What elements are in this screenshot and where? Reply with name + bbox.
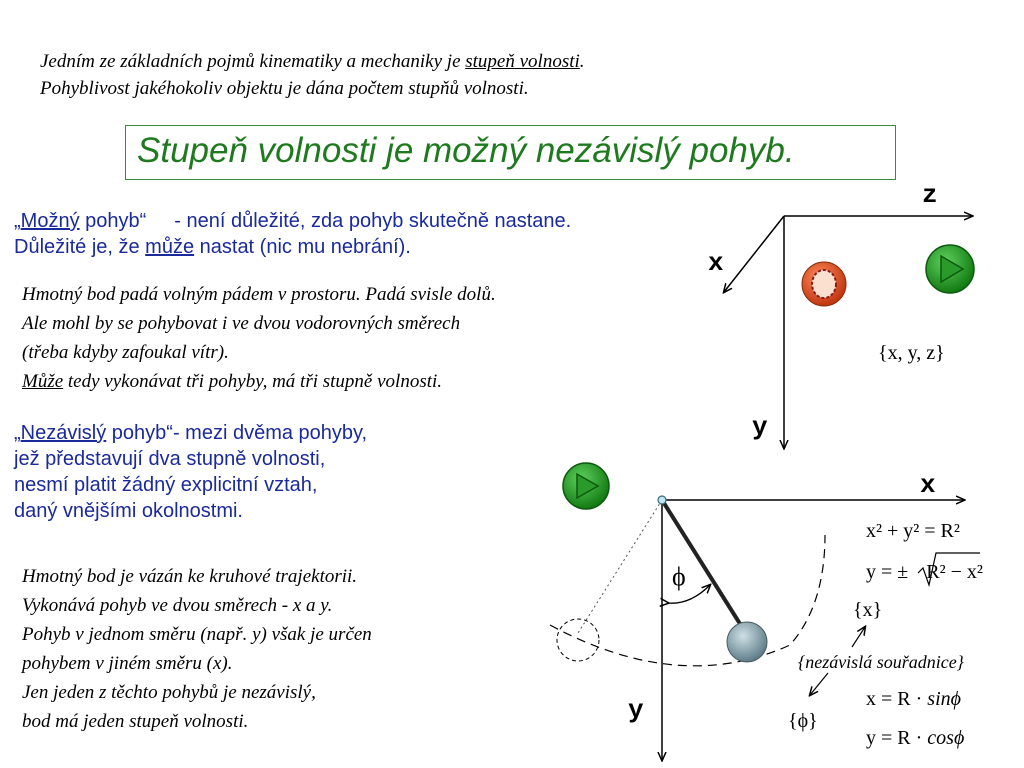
equation-circle: x² + y² = R²	[866, 520, 960, 542]
axis-x-line	[724, 216, 784, 292]
example-2-line: Hmotný bod je vázán ke kruhové trajektorii.	[22, 566, 358, 587]
example-1	[22, 280, 496, 396]
intro-line-1-start: Jedním ze základních pojmů kinematiky a mechaniky je	[40, 51, 466, 72]
equation-x-sin-lhs: x = R ·	[866, 688, 928, 710]
falling-ball-marking	[812, 270, 836, 298]
equation-y-of-x-lhs: y = ±	[866, 561, 909, 583]
example-1-last-line	[22, 367, 496, 396]
equation-x-sin-fn: sinϕ	[927, 688, 961, 710]
independent-line: daný vnějšími okolnostmi.	[14, 500, 243, 522]
possible-desc: - není důležité, zda pohyb skutečně nastane.	[174, 210, 572, 232]
pendulum-ball	[727, 622, 767, 662]
page-title: Stupeň volnosti je možný nezávislý pohyb.	[137, 131, 795, 170]
possible-line-1	[14, 208, 571, 234]
independent-line: nesmí platit žádný explicitní vztah,	[14, 474, 318, 496]
intro-line-1	[40, 48, 585, 75]
play-button-3d[interactable]	[926, 245, 974, 293]
intro-term: stupeň volnosti	[465, 51, 580, 72]
intro-text	[40, 48, 585, 102]
axes-3d-diagram	[700, 180, 1024, 460]
possible-term: Možný	[20, 210, 80, 232]
possible-label-rest: pohyb“	[79, 210, 147, 232]
quote-open: „	[14, 210, 21, 232]
example-1-term: Může	[22, 371, 64, 392]
example-2-line: pohybem v jiném směru (x).	[22, 653, 233, 674]
independent-line-1	[14, 420, 367, 446]
pendulum-axis-y-label: y	[628, 695, 644, 725]
intro-line-2: Pohyblivost jakéhokoliv objektu je dána počtem stupňů volnosti.	[40, 78, 529, 99]
angle-label: ϕ	[672, 562, 686, 591]
quote-open: „	[14, 422, 21, 444]
set-phi: {ϕ}	[788, 710, 818, 732]
note-arrow-x	[852, 627, 865, 647]
axis-x-label: x	[708, 248, 724, 278]
independent-definition	[14, 420, 367, 524]
axis-z-label: z	[922, 180, 938, 210]
alternate-string	[578, 500, 662, 633]
example-2-line: Pohyb v jednom směru (např. y) však je určen	[22, 624, 372, 645]
equation-y-of-x-radicand: R² − x²	[926, 561, 983, 583]
equation-y-cos-fn: cosϕ	[927, 727, 965, 749]
intro-line-1-end: .	[579, 51, 585, 72]
pendulum-axis-x-label: x	[920, 470, 936, 500]
pivot-point	[658, 496, 666, 504]
independent-line-1-rest: pohyb“- mezi dvěma pohyby,	[106, 422, 368, 444]
example-2-line: Vykonává pohyb ve dvou směrech - x a y.	[22, 595, 333, 616]
play-button-pendulum[interactable]	[563, 463, 609, 509]
possible-line-2-term: může	[145, 236, 195, 258]
example-1-line: Hmotný bod padá volným pádem v prostoru. Padá svisle dolů.	[22, 284, 496, 305]
example-1-line: Ale mohl by se pohybovat i ve dvou vodorovných směrech	[22, 313, 461, 334]
example-1-line: (třeba kdyby zafoukal vítr).	[22, 342, 229, 363]
equation-y-cos	[866, 727, 964, 750]
independent-line: jež představují dva stupně volnosti,	[14, 448, 326, 470]
equation-y-cos-lhs: y = R ·	[866, 727, 928, 749]
example-1-last-rest: tedy vykonávat tři pohyby, má tři stupně volnosti.	[63, 371, 443, 392]
possible-definition	[14, 208, 571, 260]
coords-set: {x, y, z}	[878, 342, 945, 364]
pendulum-diagram	[540, 455, 980, 768]
equation-x-sin	[866, 688, 961, 711]
example-2-line: bod má jeden stupeň volnosti.	[22, 711, 249, 732]
note-arrow-phi	[810, 673, 828, 695]
equation-y-of-x	[866, 561, 983, 584]
example-2	[22, 562, 372, 736]
alternate-ball-position	[557, 619, 599, 661]
possible-line-2-start: Důležité je, že	[14, 236, 146, 258]
example-2-line: Jen jeden z těchto pohybů je nezávislý,	[22, 682, 316, 703]
independent-coordinate-note: {nezávislá souřadnice}	[798, 652, 964, 672]
independent-term: Nezávislý	[20, 422, 107, 444]
possible-line-2-end: nastat (nic mu nebrání).	[194, 236, 411, 258]
set-x: {x}	[853, 599, 883, 621]
possible-line-2	[14, 234, 571, 260]
axis-y-label: y	[752, 412, 768, 442]
